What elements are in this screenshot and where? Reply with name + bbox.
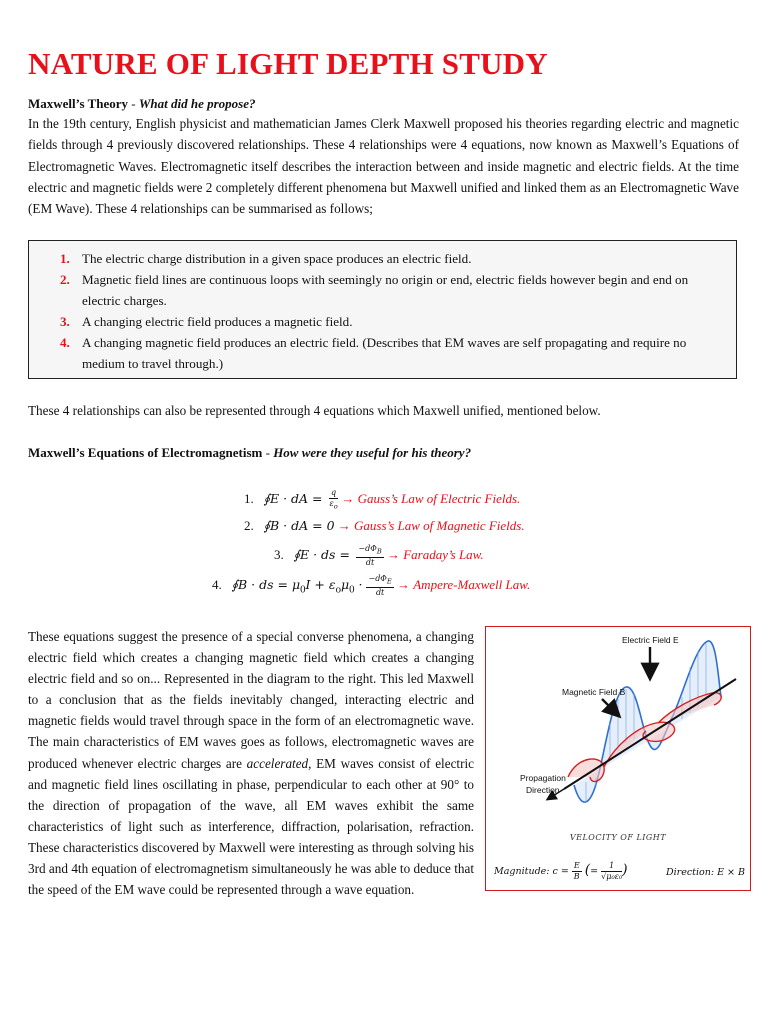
- equation-fraction: [366, 574, 393, 598]
- heading-question: How were they useful for his theory?: [273, 445, 472, 460]
- equation-number: 1.: [244, 490, 254, 506]
- equation-dot: ·: [354, 576, 367, 592]
- explanation-paragraph: [28, 626, 474, 900]
- bridge-paragraph: These 4 relationships can also be represented through 4 equations which Maxwell unified, mentioned below.: [28, 403, 601, 418]
- equation-lhs: ∮E · ds =: [293, 546, 350, 562]
- equation-1: [244, 488, 520, 512]
- magnitude-denominator: B: [573, 872, 580, 881]
- list-text: A changing magnetic field produces an electric field. (Describes that EM waves are self propagating and require no medium to travel through.): [82, 335, 687, 371]
- relationships-list: [29, 241, 736, 374]
- heading-sep: -: [128, 96, 139, 111]
- propagation-label-2: Direction: [526, 785, 560, 795]
- magnetic-field-label: Magnetic Field B: [562, 687, 626, 697]
- fraction-numerator-text: −dΦ: [368, 574, 387, 583]
- fraction-subscript: E: [386, 577, 392, 586]
- explanation-text-1: These equations suggest the presence of a special converse phenomena, a changing electric field which creates a changing magnetic field which creates a changing electric field and so on... Represented in the diagram to the right. This led Maxwell to a conclusion that as the fields inevitably changed, interacting electric and magnetic fields would travel through space in the form of an electromagnetic wave. The main characteristics of EM waves goes as follows, electromagnetic waves are produced whenever electric charges are: [28, 629, 474, 771]
- inner-denominator: √μ₀ε₀: [601, 872, 623, 881]
- list-item: [29, 269, 726, 311]
- em-wave-figure: [485, 626, 751, 891]
- explanation-emphasis: accelerated: [246, 755, 309, 771]
- close-paren: ): [622, 862, 628, 878]
- section-heading-equations: [28, 445, 471, 461]
- list-item: [29, 332, 726, 374]
- page-title: NATURE OF LIGHT DEPTH STUDY: [28, 46, 548, 81]
- explanation-text-2: , EM waves consist of electric and magnetic field lines oscillating in phase, perpendicular to each other at 90° to the direction of propagation of the wave, all EM waves exhibit the same characteristics of light such as interference, diffraction, polarisation, refraction. These characteristics discovered by Maxwell were interesting as through solving his 3rd and 4th equation of electromagnetism simultaneously he was able to deduce that the speed of the EM wave could be represented through a wave equation.: [28, 755, 474, 898]
- relationships-box: [28, 240, 737, 379]
- fraction-denominator: [329, 499, 338, 512]
- equation-4: [212, 574, 530, 598]
- heading-question: What did he propose?: [138, 96, 256, 111]
- fraction-denominator: dt: [375, 587, 385, 597]
- equation-number: 4.: [212, 576, 222, 592]
- magnitude-formula: Magnitude: c = $\frac{E}{B}$ (= $\frac{1}{\text{√μ₀ε₀}}$ ): [494, 861, 628, 881]
- list-text: The electric charge distribution in a given space produces an electric field.: [82, 251, 472, 266]
- equation-law: → Faraday’s Law.: [386, 546, 484, 562]
- equation-fraction: [356, 544, 383, 568]
- equation-lhs: ∮E · dA =: [263, 490, 323, 506]
- equation-3: [274, 544, 484, 568]
- intro-paragraph: In the 19th century, English physicist and mathematician James Clerk Maxwell proposed his theories regarding electric and magnetic fields through 4 previously discovered relationships. These 4 relationships were 4 equations, now known as Maxwell’s Equations of Electromagnetic Waves. Electromagnetic itself describes the interaction between and inside magnetic and electric fields. At the time electric and magnetic fields were 2 completely different phenomena but Maxwell unified and linked them as an Electromagnetic Wave (EM Wave). These 4 relationships can be summarised as follows;: [28, 116, 739, 217]
- fraction-denominator-text: ε: [329, 499, 334, 508]
- fraction-subscript: o: [333, 502, 338, 511]
- electric-field-label: Electric Field E: [622, 635, 679, 645]
- equation-subscript: 0: [300, 583, 306, 596]
- equation-lhs: ∮B · ds = μ: [231, 576, 301, 592]
- section-heading-maxwells-theory: [28, 96, 256, 112]
- fraction-numerator: q: [331, 488, 337, 497]
- heading-sep: -: [262, 445, 274, 460]
- equation-law: → Ampere-Maxwell Law.: [396, 576, 531, 592]
- magnitude-label: Magnitude: c =: [494, 866, 569, 877]
- equation-law: → Gauss’s Law of Electric Fields.: [341, 490, 521, 506]
- inner-numerator: 1: [601, 861, 622, 872]
- equation-mid: I + ε: [305, 576, 336, 592]
- fraction-numerator: [356, 544, 383, 558]
- equation-law: → Gauss’s Law of Magnetic Fields.: [337, 518, 525, 533]
- em-wave-diagram: [486, 627, 750, 827]
- direction-formula: Direction: E × B: [666, 867, 745, 878]
- equation-2: [244, 518, 525, 534]
- list-number: 3.: [60, 314, 70, 329]
- electric-wave-hatching: [586, 643, 706, 802]
- equation-subscript: o: [335, 583, 342, 596]
- magnitude-numerator: E: [573, 861, 580, 870]
- equation-number: 2.: [244, 518, 254, 533]
- velocity-heading: VELOCITY OF LIGHT: [569, 833, 667, 842]
- equation-subscript: 0: [349, 583, 355, 596]
- list-item: [29, 248, 726, 269]
- propagation-label-1: Propagation: [520, 773, 566, 783]
- list-text: Magnetic field lines are continuous loops with seemingly no origin or end, electric fields however begin and end on electric charges.: [82, 272, 689, 308]
- equation-number: 3.: [274, 546, 284, 562]
- open-paren: (: [584, 862, 591, 878]
- fraction-numerator-text: −dΦ: [358, 544, 377, 553]
- fraction-denominator: dt: [365, 557, 375, 567]
- magnitude-fraction: [572, 861, 582, 882]
- magnitude-inner-fraction: [601, 861, 622, 882]
- heading-text: Maxwell’s Equations of Electromagnetism: [28, 445, 263, 460]
- list-text: A changing electric field produces a magnetic field.: [82, 314, 353, 329]
- fraction-numerator: [366, 574, 393, 588]
- list-number: 2.: [60, 272, 70, 287]
- equation-lhs: ∮B · dA = 0: [263, 518, 335, 533]
- list-item: [29, 311, 726, 332]
- equation-fraction: [329, 488, 338, 512]
- list-number: 1.: [60, 251, 70, 266]
- list-number: 4.: [60, 335, 70, 350]
- equation-mu: μ: [341, 576, 350, 592]
- heading-text: Maxwell’s Theory: [28, 96, 129, 111]
- fraction-subscript: B: [376, 547, 382, 556]
